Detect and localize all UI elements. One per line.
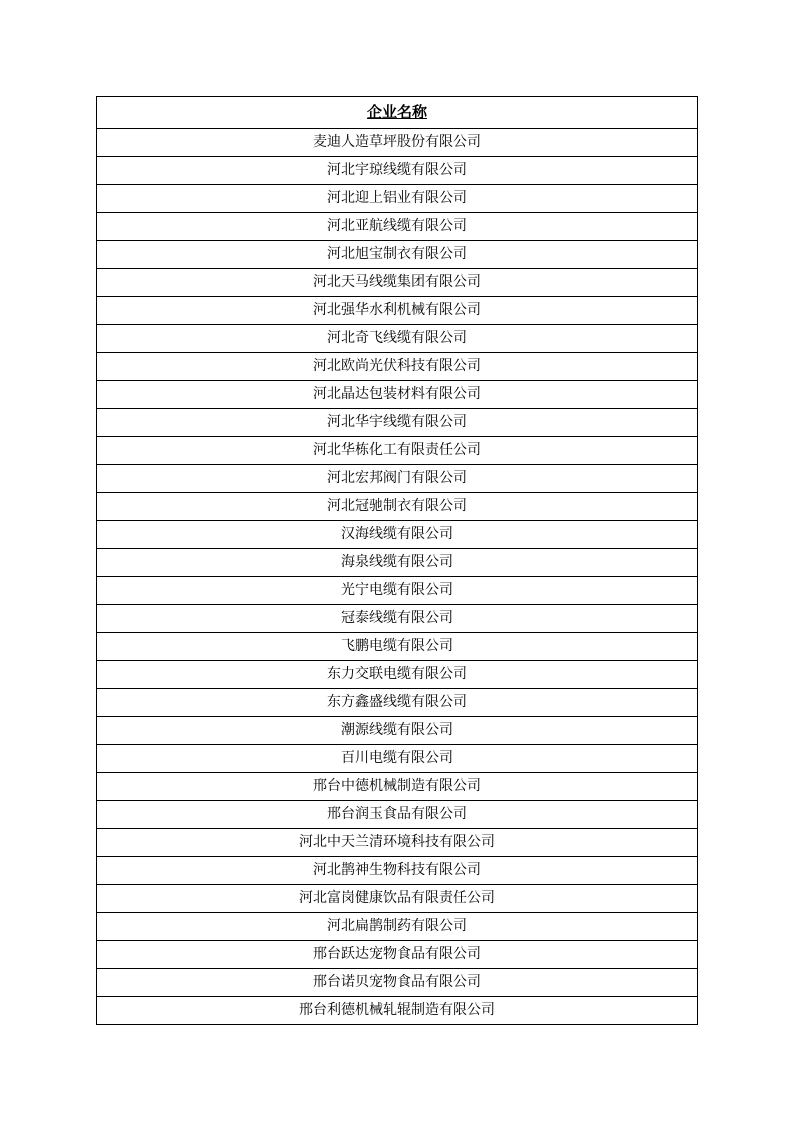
table-row bbox=[97, 297, 698, 325]
table-row bbox=[97, 465, 698, 493]
company-name-cell: 河北宇琼线缆有限公司 bbox=[97, 157, 698, 185]
table-row bbox=[97, 913, 698, 941]
table-row bbox=[97, 269, 698, 297]
table-row bbox=[97, 717, 698, 745]
table-header bbox=[97, 97, 698, 129]
table-row bbox=[97, 661, 698, 689]
company-name-cell: 河北鹊神生物科技有限公司 bbox=[97, 857, 698, 885]
table-row bbox=[97, 409, 698, 437]
table-row bbox=[97, 129, 698, 157]
company-name-cell: 东方鑫盛线缆有限公司 bbox=[97, 689, 698, 717]
company-name-cell: 光宁电缆有限公司 bbox=[97, 577, 698, 605]
company-name-cell: 百川电缆有限公司 bbox=[97, 745, 698, 773]
table-row bbox=[97, 745, 698, 773]
column-header-label: 企业名称 bbox=[366, 103, 427, 121]
table-row bbox=[97, 941, 698, 969]
company-name-cell: 河北旭宝制衣有限公司 bbox=[97, 241, 698, 269]
column-header-company-name bbox=[97, 97, 698, 129]
table-row bbox=[97, 829, 698, 857]
company-name-cell: 河北富岗健康饮品有限责任公司 bbox=[97, 885, 698, 913]
company-name-cell: 河北扁鹊制药有限公司 bbox=[97, 913, 698, 941]
table-row bbox=[97, 493, 698, 521]
company-name-cell: 河北亚航线缆有限公司 bbox=[97, 213, 698, 241]
company-name-cell: 河北强华水利机械有限公司 bbox=[97, 297, 698, 325]
company-name-cell: 河北宏邦阀门有限公司 bbox=[97, 465, 698, 493]
table-row bbox=[97, 885, 698, 913]
table-row bbox=[97, 605, 698, 633]
table-row bbox=[97, 437, 698, 465]
company-name-table bbox=[96, 96, 698, 1025]
company-name-cell: 邢台中德机械制造有限公司 bbox=[97, 773, 698, 801]
table-row bbox=[97, 773, 698, 801]
table-row bbox=[97, 633, 698, 661]
table-row bbox=[97, 157, 698, 185]
table-row bbox=[97, 577, 698, 605]
company-name-cell: 飞鹏电缆有限公司 bbox=[97, 633, 698, 661]
company-name-cell: 邢台润玉食品有限公司 bbox=[97, 801, 698, 829]
company-name-cell: 河北奇飞线缆有限公司 bbox=[97, 325, 698, 353]
table-row bbox=[97, 213, 698, 241]
table-row bbox=[97, 521, 698, 549]
company-name-cell: 河北晶达包装材料有限公司 bbox=[97, 381, 698, 409]
table-row bbox=[97, 381, 698, 409]
table-row bbox=[97, 549, 698, 577]
table-row bbox=[97, 997, 698, 1025]
table-row bbox=[97, 241, 698, 269]
table-body bbox=[97, 129, 698, 1025]
table-row bbox=[97, 185, 698, 213]
table-row bbox=[97, 689, 698, 717]
company-name-cell: 邢台跃达宠物食品有限公司 bbox=[97, 941, 698, 969]
company-name-cell: 河北欧尚光伏科技有限公司 bbox=[97, 353, 698, 381]
company-name-cell: 海泉线缆有限公司 bbox=[97, 549, 698, 577]
company-name-cell: 河北华宇线缆有限公司 bbox=[97, 409, 698, 437]
table-row bbox=[97, 353, 698, 381]
table-row bbox=[97, 857, 698, 885]
table-row bbox=[97, 969, 698, 997]
company-name-cell: 冠泰线缆有限公司 bbox=[97, 605, 698, 633]
company-name-cell: 麦迪人造草坪股份有限公司 bbox=[97, 129, 698, 157]
table-row bbox=[97, 801, 698, 829]
company-name-cell: 河北迎上铝业有限公司 bbox=[97, 185, 698, 213]
company-name-cell: 河北冠驰制衣有限公司 bbox=[97, 493, 698, 521]
company-name-cell: 东力交联电缆有限公司 bbox=[97, 661, 698, 689]
company-name-cell: 河北华栋化工有限责任公司 bbox=[97, 437, 698, 465]
table-header-row bbox=[97, 97, 698, 129]
company-name-cell: 潮源线缆有限公司 bbox=[97, 717, 698, 745]
company-name-cell: 河北天马线缆集团有限公司 bbox=[97, 269, 698, 297]
company-name-cell: 邢台诺贝宠物食品有限公司 bbox=[97, 969, 698, 997]
table-row bbox=[97, 325, 698, 353]
company-name-cell: 邢台利德机械轧辊制造有限公司 bbox=[97, 997, 698, 1025]
company-name-cell: 汉海线缆有限公司 bbox=[97, 521, 698, 549]
company-name-cell: 河北中天兰清环境科技有限公司 bbox=[97, 829, 698, 857]
